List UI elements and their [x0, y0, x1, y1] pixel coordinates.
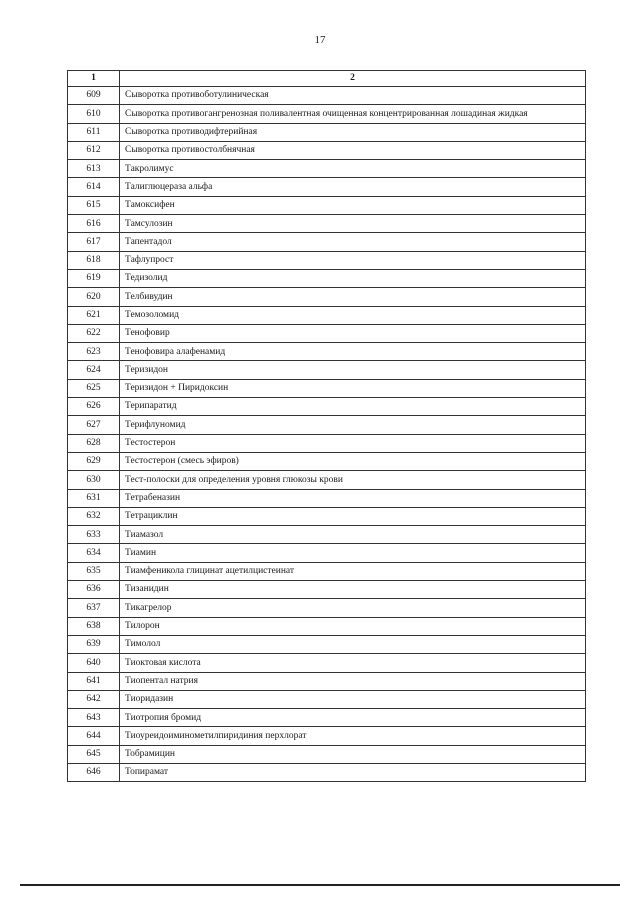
page-number: 17	[314, 34, 326, 46]
table-row	[68, 361, 586, 379]
row-name: Тиамин	[120, 544, 586, 562]
table-row	[68, 288, 586, 306]
table-row	[68, 507, 586, 525]
row-name: Такролимус	[120, 160, 586, 178]
table-row	[68, 343, 586, 361]
row-name: Теризидон	[120, 361, 586, 379]
row-number: 627	[68, 416, 120, 434]
row-name: Сыворотка противоботулиническая	[120, 87, 586, 105]
table-row	[68, 727, 586, 745]
row-number: 625	[68, 379, 120, 397]
row-number: 615	[68, 196, 120, 214]
row-number: 637	[68, 599, 120, 617]
row-number: 611	[68, 123, 120, 141]
row-name: Тедизолид	[120, 269, 586, 287]
row-name: Терипаратид	[120, 398, 586, 416]
row-number: 640	[68, 654, 120, 672]
row-number: 635	[68, 562, 120, 580]
row-number: 617	[68, 233, 120, 251]
row-number: 628	[68, 434, 120, 452]
table-row	[68, 215, 586, 233]
table-row	[68, 434, 586, 452]
row-number: 618	[68, 251, 120, 269]
row-name: Теризидон + Пиридоксин	[120, 379, 586, 397]
table-row	[68, 324, 586, 342]
row-number: 613	[68, 160, 120, 178]
row-number: 636	[68, 581, 120, 599]
row-name: Сыворотка противостолбнячная	[120, 141, 586, 159]
row-name: Сыворотка противодифтерийная	[120, 123, 586, 141]
row-name: Тестостерон (смесь эфиров)	[120, 452, 586, 470]
table-row	[68, 690, 586, 708]
row-number: 633	[68, 526, 120, 544]
row-number: 614	[68, 178, 120, 196]
bottom-divider	[20, 884, 620, 886]
row-number: 630	[68, 471, 120, 489]
table-row	[68, 306, 586, 324]
row-name: Тиоридазин	[120, 690, 586, 708]
row-number: 616	[68, 215, 120, 233]
table-row	[68, 709, 586, 727]
row-name: Топирамат	[120, 763, 586, 781]
row-name: Тенофовира алафенамид	[120, 343, 586, 361]
row-number: 646	[68, 763, 120, 781]
row-name: Тестостерон	[120, 434, 586, 452]
table-row	[68, 160, 586, 178]
row-name: Тамсулозин	[120, 215, 586, 233]
row-number: 644	[68, 727, 120, 745]
row-number: 624	[68, 361, 120, 379]
row-name: Телбивудин	[120, 288, 586, 306]
table-row	[68, 398, 586, 416]
table-row	[68, 196, 586, 214]
table-row	[68, 471, 586, 489]
row-number: 643	[68, 709, 120, 727]
row-number: 623	[68, 343, 120, 361]
table-row	[68, 87, 586, 105]
row-name: Тимолол	[120, 635, 586, 653]
table-row	[68, 672, 586, 690]
row-name: Талиглюцераза альфа	[120, 178, 586, 196]
row-name: Тетрациклин	[120, 507, 586, 525]
table-row	[68, 581, 586, 599]
column-header-name: 2	[120, 71, 586, 87]
row-name: Тиоуреидоиминометилпиридиния перхлорат	[120, 727, 586, 745]
table-row	[68, 141, 586, 159]
table-row	[68, 416, 586, 434]
row-number: 609	[68, 87, 120, 105]
row-number: 634	[68, 544, 120, 562]
row-number: 629	[68, 452, 120, 470]
table-row	[68, 562, 586, 580]
table-row	[68, 251, 586, 269]
row-number: 642	[68, 690, 120, 708]
table-row	[68, 269, 586, 287]
table-row	[68, 599, 586, 617]
row-number: 645	[68, 745, 120, 763]
row-name: Терифлуномид	[120, 416, 586, 434]
row-name: Сыворотка противогангренозная поливалентная очищенная концентрированная лошадиная жидкая	[120, 105, 586, 123]
table-row	[68, 745, 586, 763]
row-name: Тенофовир	[120, 324, 586, 342]
row-name: Тафлупрост	[120, 251, 586, 269]
row-name: Тиоктовая кислота	[120, 654, 586, 672]
table-body	[68, 87, 586, 782]
header-row	[68, 71, 586, 87]
row-name: Тест-полоски для определения уровня глюкозы крови	[120, 471, 586, 489]
row-name: Тиотропия бромид	[120, 709, 586, 727]
row-number: 632	[68, 507, 120, 525]
row-number: 638	[68, 617, 120, 635]
row-name: Тикагрелор	[120, 599, 586, 617]
table-row	[68, 635, 586, 653]
row-number: 622	[68, 324, 120, 342]
table-row	[68, 654, 586, 672]
table-row	[68, 123, 586, 141]
row-number: 619	[68, 269, 120, 287]
medicine-table	[67, 70, 586, 782]
row-name: Тиопентал натрия	[120, 672, 586, 690]
row-name: Тиамазол	[120, 526, 586, 544]
row-name: Тамоксифен	[120, 196, 586, 214]
row-name: Тапентадол	[120, 233, 586, 251]
row-number: 612	[68, 141, 120, 159]
table-row	[68, 178, 586, 196]
table-row	[68, 452, 586, 470]
row-name: Тетрабеназин	[120, 489, 586, 507]
column-header-number: 1	[68, 71, 120, 87]
row-name: Темозоломид	[120, 306, 586, 324]
row-number: 631	[68, 489, 120, 507]
table-row	[68, 105, 586, 123]
table-row	[68, 544, 586, 562]
row-name: Тизанидин	[120, 581, 586, 599]
row-number: 620	[68, 288, 120, 306]
row-number: 610	[68, 105, 120, 123]
table-row	[68, 763, 586, 781]
row-number: 639	[68, 635, 120, 653]
row-number: 626	[68, 398, 120, 416]
table-row	[68, 526, 586, 544]
row-number: 641	[68, 672, 120, 690]
row-name: Тиамфеникола глицинат ацетилцистеинат	[120, 562, 586, 580]
table-header	[68, 71, 586, 87]
row-number: 621	[68, 306, 120, 324]
row-name: Тобрамицин	[120, 745, 586, 763]
table-row	[68, 489, 586, 507]
table-row	[68, 233, 586, 251]
row-name: Тилорон	[120, 617, 586, 635]
table-row	[68, 617, 586, 635]
table-row	[68, 379, 586, 397]
